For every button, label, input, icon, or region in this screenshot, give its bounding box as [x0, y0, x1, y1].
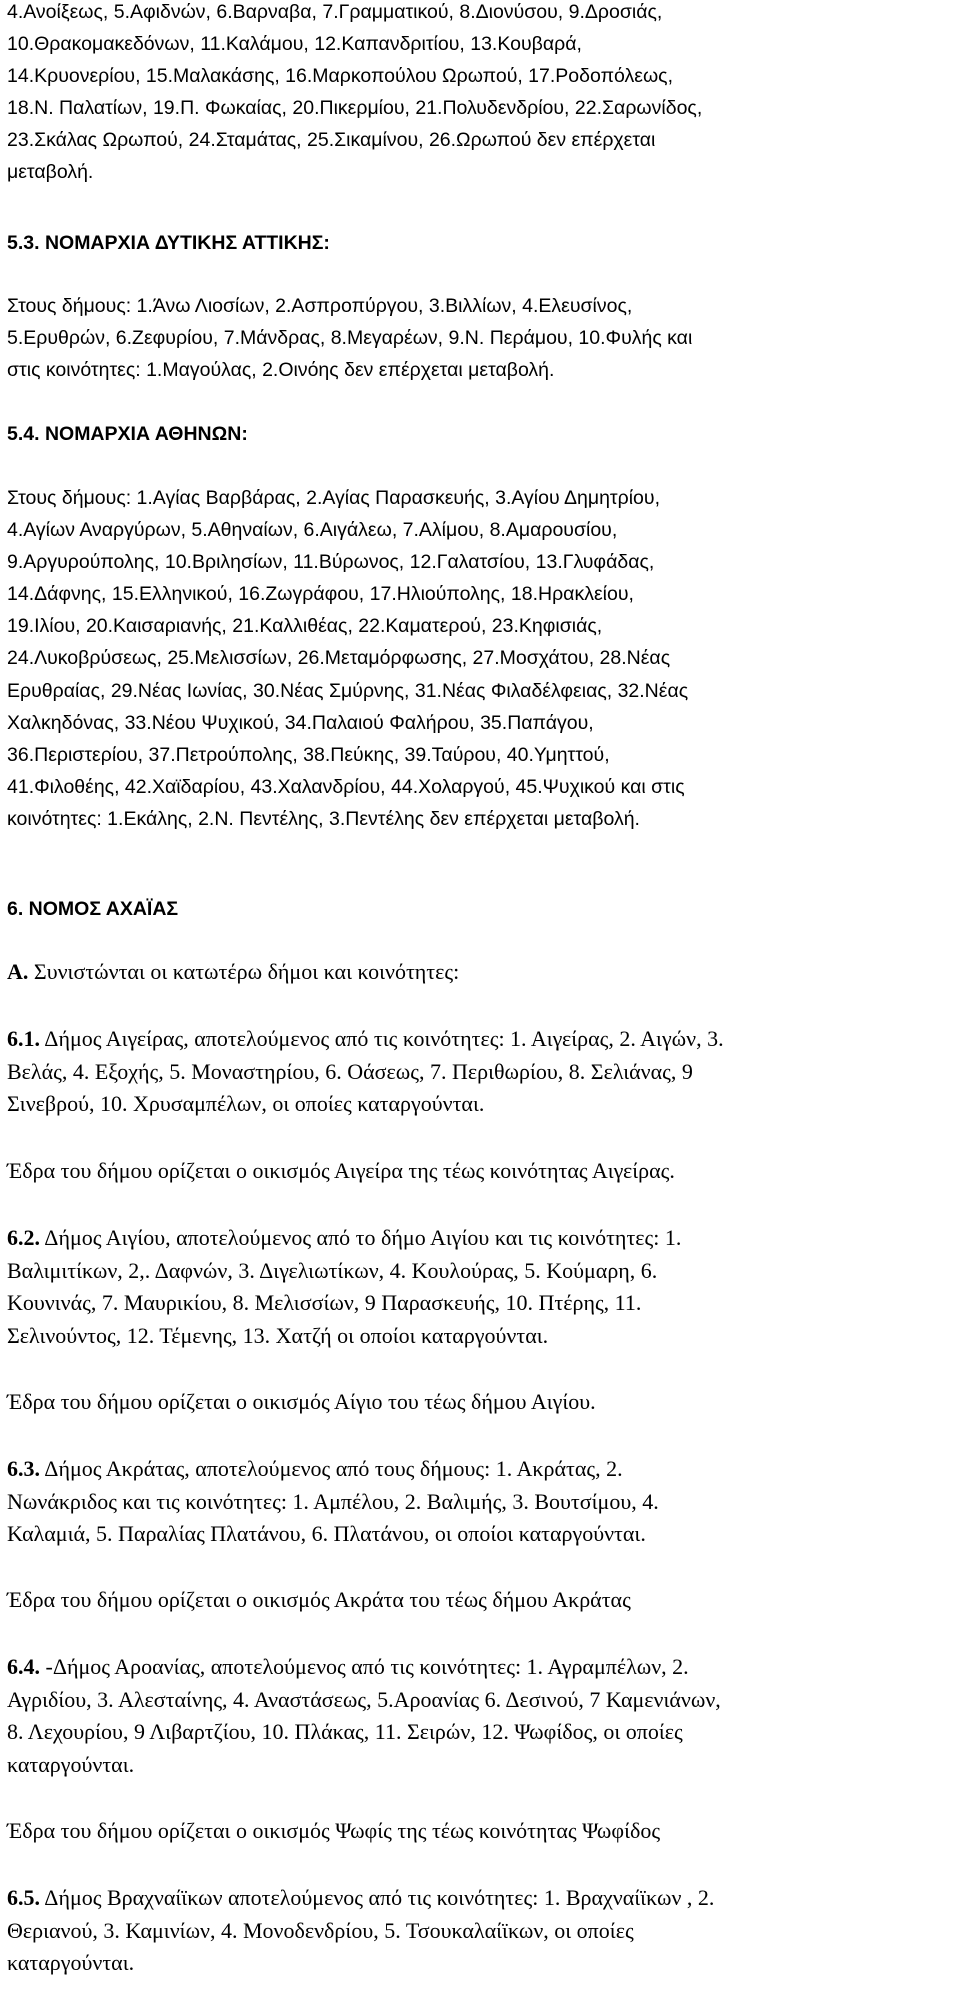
- text-line: Βελάς, 4. Εξοχής, 5. Μοναστηρίου, 6. Οάσεως, 7. Περιθωρίου, 8. Σελιάνας, 9: [7, 1058, 693, 1084]
- text-line: Στους δήμους: 1.Άνω Λιοσίων, 2.Ασπροπύργου, 3.Βιλλίων, 4.Ελευσίνος,: [7, 295, 633, 317]
- item-number: 6.2.: [7, 1225, 40, 1250]
- text-line: 4.Ανοίξεως, 5.Αφιδνών, 6.Βαρναβα, 7.Γραμματικού, 8.Διονύσου, 9.Δροσιάς,: [7, 1, 663, 23]
- text-line-content: Δήμος Αιγίου, αποτελούμενος από το δήμο Αιγίου και τις κοινότητες: 1.: [44, 1225, 682, 1250]
- item-6-1-seat: Έδρα του δήμου ορίζεται ο οικισμός Αιγείρα της τέως κοινότητας Αιγείρας.: [7, 1158, 675, 1183]
- item-6-4-seat: Έδρα του δήμου ορίζεται ο οικισμός Ψωφίς της τέως κοινότητας Ψωφίδος: [7, 1818, 661, 1843]
- text-line: 14.Δάφνης, 15.Ελληνικού, 16.Ζωγράφου, 17.Ηλιούπολης, 18.Ηρακλείου,: [7, 583, 634, 606]
- item-number: 6.5.: [7, 1885, 40, 1910]
- text-line: 36.Περιστερίου, 37.Πετρούπολης, 38.Πεύκης, 39.Ταύρου, 40.Υμηττού,: [7, 743, 610, 766]
- text-line: Βαλιμιτίκων, 2,. Δαφνών, 3. Διγελιωτίκων, 4. Κουλούρας, 5. Κούμαρη, 6.: [7, 1257, 658, 1283]
- text-line: Καλαμιά, 5. Παραλίας Πλατάνου, 6. Πλατάνου, οι οποίοι καταργούνται.: [7, 1521, 646, 1547]
- item-number: 6.1.: [7, 1026, 40, 1051]
- text-line: Κουνινάς, 7. Μαυρικίου, 8. Μελισσίων, 9 Παρασκευής, 10. Πτέρης, 11.: [7, 1290, 642, 1316]
- text-line: 10.Θρακομακεδόνων, 11.Καλάμου, 12.Καπανδριτίου, 13.Κουβαρά,: [7, 33, 582, 56]
- text-line: Νωνάκριδος και τις κοινότητες: 1. Αμπέλου, 2. Βαλιμής, 3. Βουτσίμου, 4.: [7, 1488, 659, 1514]
- text-line: [7, 1882, 714, 1915]
- text-line: κοινότητες: 1.Εκάλης, 2.Ν. Πεντέλης, 3.Πεντέλης δεν επέρχεται μεταβολή.: [7, 807, 640, 830]
- text-line-content: Δήμος Βραχναίϊκων αποτελούμενος από τις κοινότητες: 1. Βραχναίϊκων , 2.: [44, 1885, 715, 1910]
- subheading-text: Συνιστώνται οι κατωτέρω δήμοι και κοινότητες:: [33, 959, 460, 984]
- section-5-4-heading: 5.4. ΝΟΜΑΡΧΙΑ ΑΘΗΝΩΝ:: [7, 423, 248, 445]
- text-line: 14.Κρυονερίου, 15.Μαλακάσης, 16.Μαρκοπούλου Ωρωπού, 17.Ροδοπόλεως,: [7, 65, 673, 88]
- text-line: 9.Αργυρούπολης, 10.Βριλησίων, 11.Βύρωνος, 12.Γαλατσίου, 13.Γλυφάδας,: [7, 551, 655, 574]
- text-line: Χαλκηδόνας, 33.Νέου Ψυχικού, 34.Παλαιού Φαλήρου, 35.Παπάγου,: [7, 711, 594, 734]
- text-line-content: Δήμος Ακράτας, αποτελούμενος από τους δήμους: 1. Ακράτας, 2.: [44, 1456, 623, 1481]
- item-6-3-seat: Έδρα του δήμου ορίζεται ο οικισμός Ακράτα του τέως δήμου Ακράτας: [7, 1587, 631, 1612]
- text-line: 23.Σκάλας Ωρωπού, 24.Σταμάτας, 25.Σικαμίνου, 26.Ωρωπού δεν επέρχεται: [7, 129, 656, 152]
- text-line: Σινεβρού, 10. Χρυσαμπέλων, οι οποίες καταργούνται.: [7, 1091, 485, 1117]
- text-line: Αγριδίου, 3. Αλεσταίνης, 4. Αναστάσεως, 5.Αροανίας 6. Δεσινού, 7 Καμενιάνων,: [7, 1686, 721, 1712]
- item-6-2-seat: Έδρα του δήμου ορίζεται ο οικισμός Αίγιο του τέως δήμου Αιγίου.: [7, 1389, 596, 1414]
- item-6-4: [7, 1651, 721, 1781]
- text-line: Σελινούντος, 12. Τέμενης, 13. Χατζή οι οποίοι καταργούνται.: [7, 1322, 549, 1348]
- item-6-3: [7, 1453, 659, 1551]
- item-number: 6.4.: [7, 1654, 40, 1679]
- text-line: καταργούνται.: [7, 1751, 135, 1777]
- section-6-subheading: [7, 956, 459, 989]
- section-5-3-body: [7, 290, 692, 386]
- section-6-heading: 6. ΝΟΜΟΣ ΑΧΑΪΑΣ: [7, 898, 179, 920]
- section-5-2-tail: [7, 0, 702, 189]
- text-line: 41.Φιλοθέης, 42.Χαϊδαρίου, 43.Χαλανδρίου, 44.Χολαργού, 45.Ψυχικού και στις: [7, 775, 685, 798]
- text-line: 24.Λυκοβρύσεως, 25.Μελισσίων, 26.Μεταμόρφωσης, 27.Μοσχάτου, 28.Νέας: [7, 647, 671, 670]
- text-line-content: -Δήμος Αροανίας, αποτελούμενος από τις κοινότητες: 1. Αγραμπέλων, 2.: [45, 1654, 689, 1679]
- text-line: καταργούνται.: [7, 1950, 135, 1976]
- text-line: Στους δήμους: 1.Αγίας Βαρβάρας, 2.Αγίας Παρασκευής, 3.Αγίου Δημητρίου,: [7, 487, 660, 509]
- section-5-4-body: [7, 482, 688, 835]
- text-line: Θεριανού, 3. Καμινίων, 4. Μονοδενδρίου, 5. Τσουκαλαίϊκων, οι οποίες: [7, 1917, 634, 1943]
- text-line: 18.Ν. Παλατίων, 19.Π. Φωκαίας, 20.Πικερμίου, 21.Πολυδενδρίου, 22.Σαρωνίδος,: [7, 97, 703, 120]
- text-line: μεταβολή.: [7, 161, 94, 184]
- item-6-5: [7, 1882, 714, 1980]
- text-line: Ερυθραίας, 29.Νέας Ιωνίας, 30.Νέας Σμύρνης, 31.Νέας Φιλαδέλφειας, 32.Νέας: [7, 679, 689, 702]
- section-5-3-heading: 5.3. ΝΟΜΑΡΧΙΑ ΔΥΤΙΚΗΣ ΑΤΤΙΚΗΣ:: [7, 232, 330, 254]
- text-line: 5.Ερυθρών, 6.Ζεφυρίου, 7.Μάνδρας, 8.Μεγαρέων, 9.Ν. Περάμου, 10.Φυλής και: [7, 327, 693, 350]
- text-line: [7, 1222, 681, 1255]
- text-line: 19.Ιλίου, 20.Καισαριανής, 21.Καλλιθέας, 22.Καματερού, 23.Κηφισιάς,: [7, 615, 603, 638]
- item-number: 6.3.: [7, 1456, 40, 1481]
- text-line: [7, 1651, 721, 1684]
- subheading-label: Α.: [7, 959, 29, 984]
- text-line: [7, 1453, 659, 1486]
- text-line: [7, 1023, 724, 1056]
- item-6-2: [7, 1222, 681, 1352]
- text-line-content: Δήμος Αιγείρας, αποτελούμενος από τις κοινότητες: 1. Αιγείρας, 2. Αιγών, 3.: [44, 1026, 724, 1051]
- text-line: 8. Λεχουρίου, 9 Λιβαρτζίου, 10. Πλάκας, 11. Σειρών, 12. Ψωφίδος, οι οποίες: [7, 1719, 683, 1745]
- text-line: 4.Αγίων Αναργύρων, 5.Αθηναίων, 6.Αιγάλεω, 7.Αλίμου, 8.Αμαρουσίου,: [7, 519, 618, 542]
- item-6-1: [7, 1023, 724, 1121]
- text-line: στις κοινότητες: 1.Μαγούλας, 2.Οινόης δεν επέρχεται μεταβολή.: [7, 359, 555, 382]
